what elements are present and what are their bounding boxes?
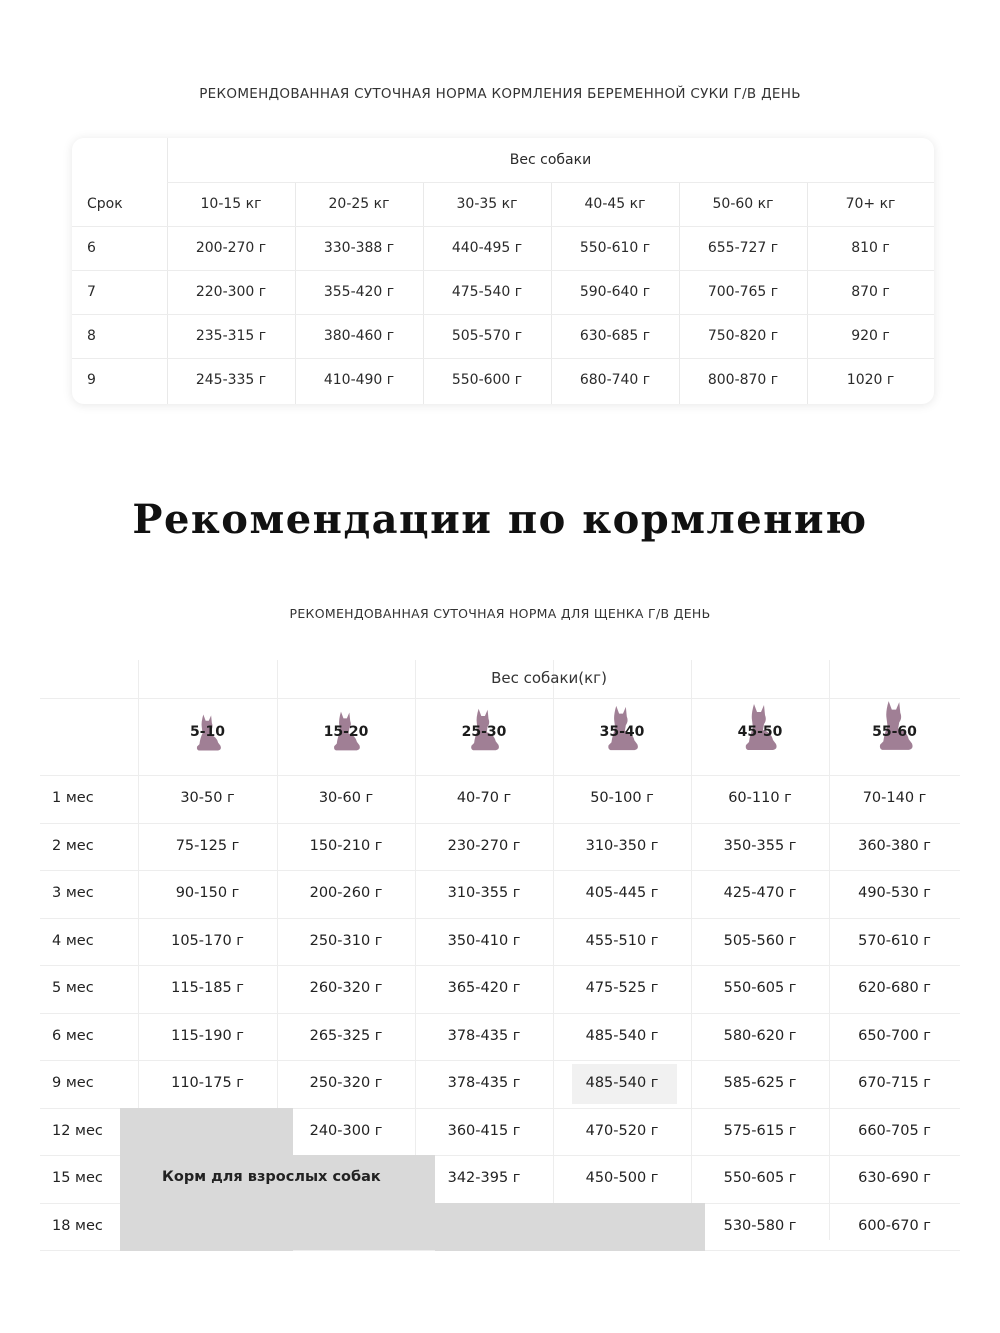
age-cell: 18 мес xyxy=(52,1218,103,1234)
weight-column-header xyxy=(829,700,960,772)
table-cell: 405-445 г xyxy=(585,885,659,901)
table-cell: 115-185 г xyxy=(171,980,244,996)
table-cell: 680-740 г xyxy=(579,372,651,388)
table-cell: 310-350 г xyxy=(585,838,659,854)
table-cell: 50-100 г xyxy=(590,790,654,806)
table-cell: 235-315 г xyxy=(195,328,267,344)
weight-group-header: Вес собаки(кг) xyxy=(491,669,607,687)
weight-column-header: 70+ кг xyxy=(845,196,896,212)
pregnant-feeding-table xyxy=(72,138,934,404)
table-cell: 240-300 г xyxy=(309,1123,383,1139)
table-cell: 870 г xyxy=(851,284,890,300)
table-cell: 360-415 г xyxy=(447,1123,521,1139)
table-cell: 60-110 г xyxy=(728,790,792,806)
table-cell: 490-530 г xyxy=(858,885,931,901)
table-cell: 470-520 г xyxy=(585,1123,659,1139)
table-cell: 810 г xyxy=(851,240,890,256)
weight-column-header: 10-15 кг xyxy=(200,196,262,212)
table-cell: 75-125 г xyxy=(175,838,240,854)
table-cell: 630-685 г xyxy=(579,328,651,344)
table-cell: 630-690 г xyxy=(858,1170,931,1186)
weight-range-label: 35-40 xyxy=(599,724,645,740)
weight-column-header: 20-25 кг xyxy=(328,196,390,212)
age-cell: 12 мес xyxy=(52,1123,103,1139)
weight-range-label: 5-10 xyxy=(189,724,226,740)
weight-group-header: Вес собаки xyxy=(509,152,592,168)
age-cell: 9 мес xyxy=(52,1075,94,1091)
pregnant-table-title: РЕКОМЕНДОВАННАЯ СУТОЧНАЯ НОРМА КОРМЛЕНИЯ БЕРЕМЕННОЙ СУКИ Г/В ДЕНЬ xyxy=(199,86,801,102)
table-cell: 260-320 г xyxy=(309,980,383,996)
table-cell: 620-680 г xyxy=(858,980,931,996)
table-cell: 585-625 г xyxy=(723,1075,797,1091)
table-cell: 200-270 г xyxy=(195,240,267,256)
age-cell: 4 мес xyxy=(52,933,94,949)
table-cell: 350-410 г xyxy=(447,933,521,949)
table-cell: 265-325 г xyxy=(309,1028,383,1044)
table-cell: 550-605 г xyxy=(723,1170,797,1186)
table-cell: 550-605 г xyxy=(723,980,797,996)
table-cell: 355-420 г xyxy=(323,284,395,300)
weight-column-header xyxy=(415,700,553,772)
table-cell: 230-270 г xyxy=(447,838,521,854)
table-cell: 220-300 г xyxy=(195,284,267,300)
weight-column-header xyxy=(277,700,415,772)
term-cell: 6 xyxy=(87,240,96,256)
table-cell: 580-620 г xyxy=(723,1028,797,1044)
weight-column-header: 40-45 кг xyxy=(584,196,646,212)
table-cell: 90-150 г xyxy=(175,885,240,901)
age-cell: 5 мес xyxy=(52,980,94,996)
table-cell: 330-388 г xyxy=(323,240,395,256)
table-cell: 550-600 г xyxy=(451,372,523,388)
age-cell: 3 мес xyxy=(52,885,94,901)
weight-range-label: 25-30 xyxy=(461,724,507,740)
table-cell: 800-870 г xyxy=(707,372,779,388)
weight-column-header xyxy=(691,700,829,772)
puppy-table-title: РЕКОМЕНДОВАННАЯ СУТОЧНАЯ НОРМА ДЛЯ ЩЕНКА Г/В ДЕНЬ xyxy=(289,606,711,621)
table-cell: 575-615 г xyxy=(723,1123,797,1139)
age-cell: 1 мес xyxy=(52,790,94,806)
adult-food-region xyxy=(435,1203,705,1251)
table-cell: 530-580 г xyxy=(723,1218,797,1234)
table-cell: 550-610 г xyxy=(579,240,651,256)
age-cell: 2 мес xyxy=(52,838,94,854)
table-cell: 250-320 г xyxy=(309,1075,383,1091)
table-cell: 350-355 г xyxy=(723,838,797,854)
age-cell: 6 мес xyxy=(52,1028,94,1044)
table-cell: 600-670 г xyxy=(858,1218,931,1234)
table-cell: 440-495 г xyxy=(451,240,523,256)
table-cell: 750-820 г xyxy=(707,328,779,344)
table-cell: 70-140 г xyxy=(862,790,927,806)
table-cell: 378-435 г xyxy=(447,1075,521,1091)
table-cell: 380-460 г xyxy=(323,328,395,344)
weight-column-header xyxy=(138,700,277,772)
table-cell: 250-310 г xyxy=(309,933,383,949)
table-cell: 30-60 г xyxy=(318,790,374,806)
table-cell: 110-175 г xyxy=(171,1075,244,1091)
table-cell: 1020 г xyxy=(846,372,895,388)
table-cell: 660-705 г xyxy=(858,1123,931,1139)
table-cell: 450-500 г xyxy=(585,1170,659,1186)
table-cell: 655-727 г xyxy=(707,240,779,256)
table-cell: 310-355 г xyxy=(447,885,521,901)
table-cell: 105-170 г xyxy=(171,933,244,949)
term-header: Срок xyxy=(87,196,123,212)
page-heading: Рекомендации по кормлению xyxy=(132,496,868,543)
table-cell: 590-640 г xyxy=(579,284,651,300)
table-cell: 700-765 г xyxy=(707,284,779,300)
table-cell: 485-540 г xyxy=(585,1075,659,1091)
weight-range-label: 45-50 xyxy=(737,724,783,740)
adult-food-label: Корм для взрослых собак xyxy=(162,1169,381,1185)
table-cell: 455-510 г xyxy=(585,933,659,949)
table-cell: 475-525 г xyxy=(585,980,659,996)
table-cell: 505-570 г xyxy=(451,328,523,344)
table-cell: 150-210 г xyxy=(309,838,383,854)
weight-range-label: 55-60 xyxy=(872,724,917,740)
puppy-feeding-table xyxy=(40,660,960,1240)
term-cell: 9 xyxy=(87,372,96,388)
table-cell: 30-50 г xyxy=(180,790,235,806)
table-cell: 505-560 г xyxy=(723,933,797,949)
weight-column-header xyxy=(553,700,691,772)
table-cell: 200-260 г xyxy=(309,885,383,901)
table-cell: 410-490 г xyxy=(323,372,395,388)
weight-range-label: 15-20 xyxy=(323,724,369,740)
table-cell: 650-700 г xyxy=(858,1028,931,1044)
table-cell: 570-610 г xyxy=(858,933,931,949)
age-cell: 15 мес xyxy=(52,1170,103,1186)
table-cell: 342-395 г xyxy=(447,1170,521,1186)
weight-column-header: 30-35 кг xyxy=(456,196,518,212)
table-cell: 475-540 г xyxy=(451,284,523,300)
term-cell: 8 xyxy=(87,328,96,344)
table-cell: 485-540 г xyxy=(585,1028,659,1044)
header-divider xyxy=(40,698,960,699)
table-cell: 670-715 г xyxy=(858,1075,931,1091)
table-cell: 40-70 г xyxy=(456,790,512,806)
table-cell: 365-420 г xyxy=(447,980,521,996)
table-cell: 360-380 г xyxy=(858,838,931,854)
term-cell: 7 xyxy=(87,284,96,300)
weight-column-header: 50-60 кг xyxy=(712,196,774,212)
table-cell: 920 г xyxy=(851,328,890,344)
table-cell: 245-335 г xyxy=(195,372,267,388)
table-cell: 115-190 г xyxy=(171,1028,244,1044)
table-cell: 425-470 г xyxy=(723,885,797,901)
table-cell: 378-435 г xyxy=(447,1028,521,1044)
